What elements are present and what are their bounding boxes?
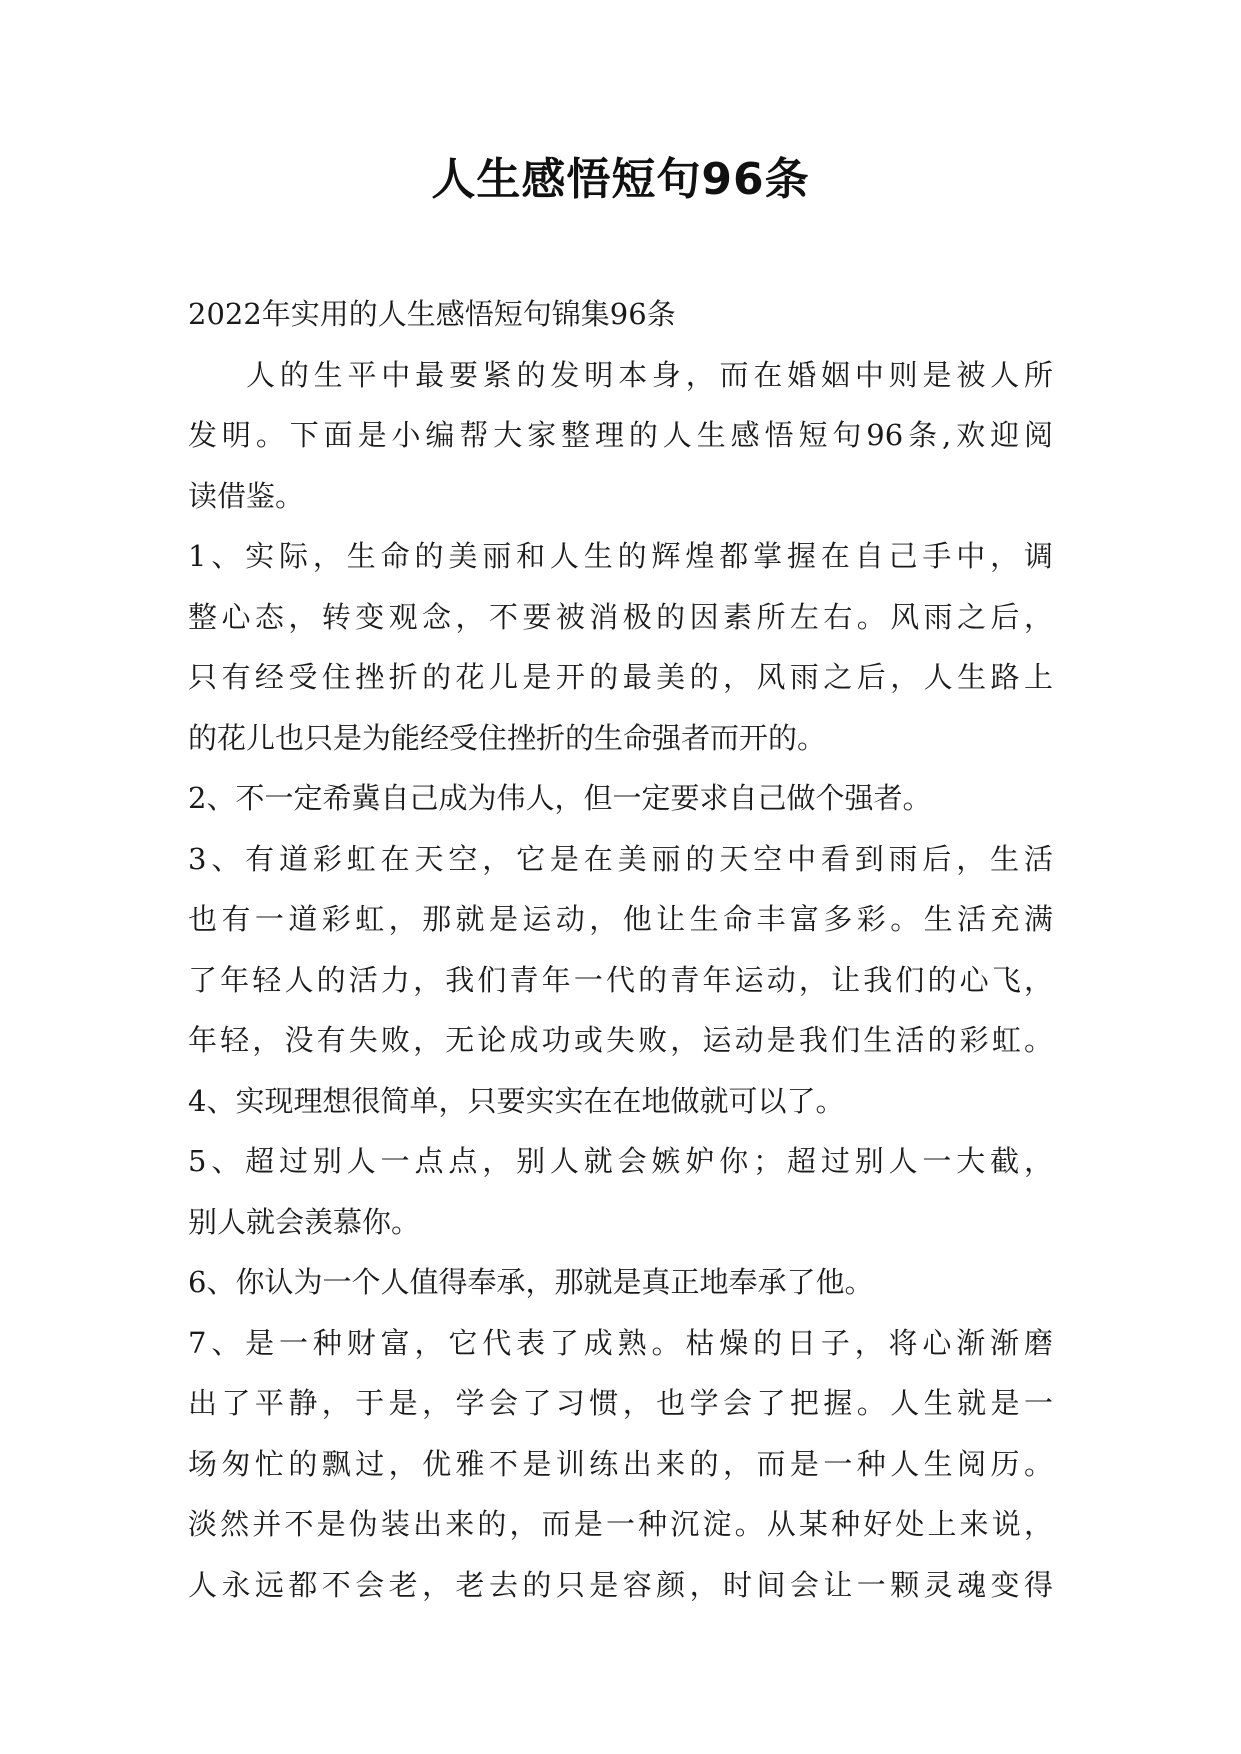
- text-line: 也有一道彩虹，那就是运动，他让生命丰富多彩。生活充满: [188, 902, 1053, 936]
- text-line: 了年轻人的活力，我们青年一代的青年运动，让我们的心飞，: [188, 962, 1053, 997]
- text-line: 2、不一定希冀自己成为伟人，但一定要求自己做个强者。: [188, 781, 932, 815]
- text-line: 1、实际，生命的美丽和人生的辉煌都掌握在自己手中，调: [188, 539, 1053, 573]
- text-line: 出了平静，于是，学会了习惯，也学会了把握。人生就是一: [188, 1386, 1053, 1420]
- text-line: 3、有道彩虹在天空，它是在美丽的天空中看到雨后，生活: [188, 841, 1053, 876]
- text-line: 别人就会羡慕你。: [188, 1204, 421, 1239]
- text-line: 5、超过别人一点点，别人就会嫉妒你；超过别人一大截，: [188, 1144, 1053, 1178]
- text-line: 读借鉴。: [188, 478, 305, 513]
- text-line: 的花儿也只是为能经受住挫折的生命强者而开的。: [188, 720, 827, 755]
- document-title: 人生感悟短句96条: [431, 154, 810, 205]
- text-line: 4、实现理想很简单，只要实实在在地做就可以了。: [188, 1083, 845, 1118]
- text-line: 2022年实用的人生感悟短句锦集96条: [188, 297, 676, 331]
- text-line: 发明。下面是小编帮大家整理的人生感悟短句96条,欢迎阅: [188, 418, 1053, 452]
- text-line: 6、你认为一个人值得奉承，那就是真正地奉承了他。: [188, 1265, 874, 1299]
- text-line: 人永远都不会老，老去的只是容颜，时间会让一颗灵魂变得: [188, 1567, 1053, 1602]
- text-line: 场匆忙的飘过，优雅不是训练出来的，而是一种人生阅历。: [188, 1446, 1053, 1481]
- document-body: [188, 284, 1053, 1615]
- text-line: 年轻，没有失败，无论成功或失败，运动是我们生活的彩虹。: [188, 1023, 1053, 1057]
- text-line: 人的生平中最要紧的发明本身，而在婚姻中则是被人所: [246, 357, 1053, 392]
- text-line: 7、是一种财富，它代表了成熟。枯燥的日子，将心渐渐磨: [188, 1325, 1053, 1360]
- text-line: 只有经受住挫折的花儿是开的最美的，风雨之后，人生路上: [188, 660, 1053, 694]
- text-line: 整心态，转变观念，不要被消极的因素所左右。风雨之后，: [188, 599, 1053, 634]
- text-line: 淡然并不是伪装出来的，而是一种沉淀。从某种好处上来说，: [188, 1507, 1053, 1541]
